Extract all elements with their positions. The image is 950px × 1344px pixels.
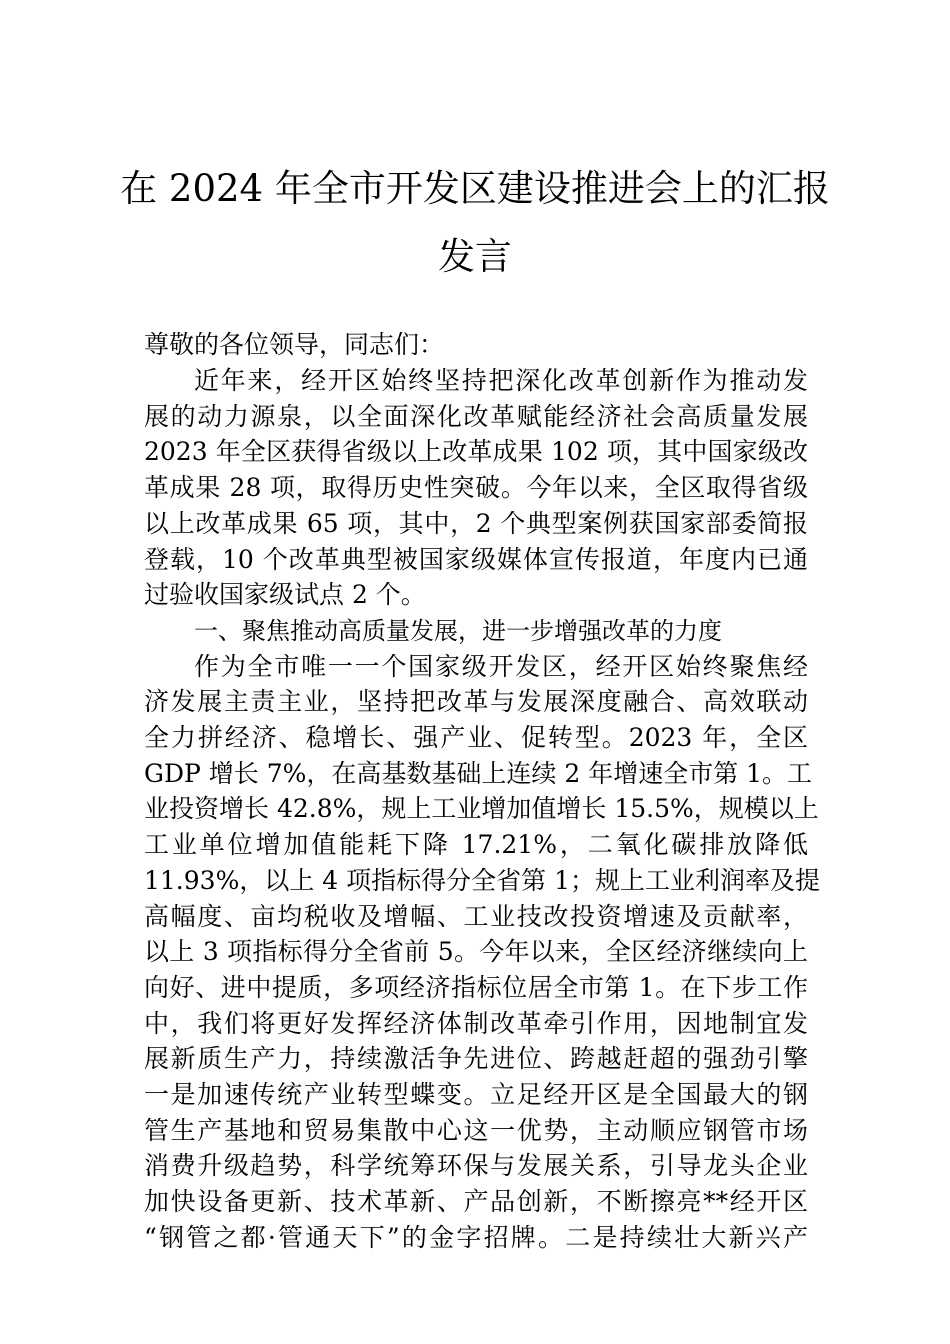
body-line: 以上改革成果 65 项，其中，2 个典型案例获国家部委简报: [144, 508, 808, 538]
body-line: 2023 年全区获得省级以上改革成果 102 项，其中国家级改: [144, 437, 808, 467]
body-line: 济发展主责主业，坚持把改革与发展深度融合、高效联动: [144, 687, 808, 717]
body-line: 展新质生产力，持续激活争先进位、跨越赶超的强劲引擎: [144, 1044, 808, 1074]
body-line: 11.93%，以上 4 项指标得分全省第 1；规上工业利润率及提: [144, 865, 820, 895]
body-line: 作为全市唯一一个国家级开发区，经开区始终聚焦经: [194, 651, 808, 681]
salutation: 尊敬的各位领导，同志们：: [144, 330, 445, 359]
body-line: 登载，10 个改革典型被国家级媒体宣传报道，年度内已通: [144, 544, 808, 574]
body-line: 近年来，经开区始终坚持把深化改革创新作为推动发: [194, 366, 808, 395]
body-line: 消费升级趋势，科学统筹环保与发展关系，引导龙头企业: [144, 1151, 808, 1181]
body-line: 加快设备更新、技术革新、产品创新，不断擦亮**经开区: [144, 1187, 808, 1217]
document-title-line-1: 在 2024 年全市开发区建设推进会上的汇报: [120, 167, 830, 210]
body-line: 工业单位增加值能耗下降 17.21%，二氧化碳排放降低: [144, 830, 808, 860]
body-line: “钢管之都·管通天下”的金字招牌。二是持续壮大新兴产: [144, 1222, 808, 1252]
body-line: 以上 3 项指标得分全省前 5。今年以来，全区经济继续向上: [144, 937, 808, 967]
section-heading: 一、聚焦推动高质量发展，进一步增强改革的力度: [194, 616, 722, 645]
body-line: GDP 增长 7%，在高基数基础上连续 2 年增速全市第 1。工: [144, 758, 813, 788]
body-line: 中，我们将更好发挥经济体制改革牵引作用，因地制宜发: [144, 1008, 808, 1038]
body-line: 向好、进中提质，多项经济指标位居全市第 1。在下步工作: [144, 972, 808, 1002]
body-line: 全力拼经济、稳增长、强产业、促转型。2023 年，全区: [144, 723, 808, 752]
body-line: 管生产基地和贸易集散中心这一优势，主动顺应钢管市场: [144, 1115, 808, 1145]
body-line: 业投资增长 42.8%，规上工业增加值增长 15.5%，规模以上: [144, 794, 819, 824]
body-line: 高幅度、亩均税收及增幅、工业技改投资增速及贡献率，: [144, 901, 808, 931]
body-line: 展的动力源泉，以全面深化改革赋能经济社会高质量发展: [144, 401, 808, 431]
body-line: 一是加速传统产业转型蝶变。立足经开区是全国最大的钢: [144, 1080, 808, 1109]
document-title-line-2: 发言: [438, 235, 512, 278]
body-line: 过验收国家级试点 2 个。: [144, 580, 426, 610]
body-line: 革成果 28 项，取得历史性突破。今年以来，全区取得省级: [144, 473, 808, 503]
